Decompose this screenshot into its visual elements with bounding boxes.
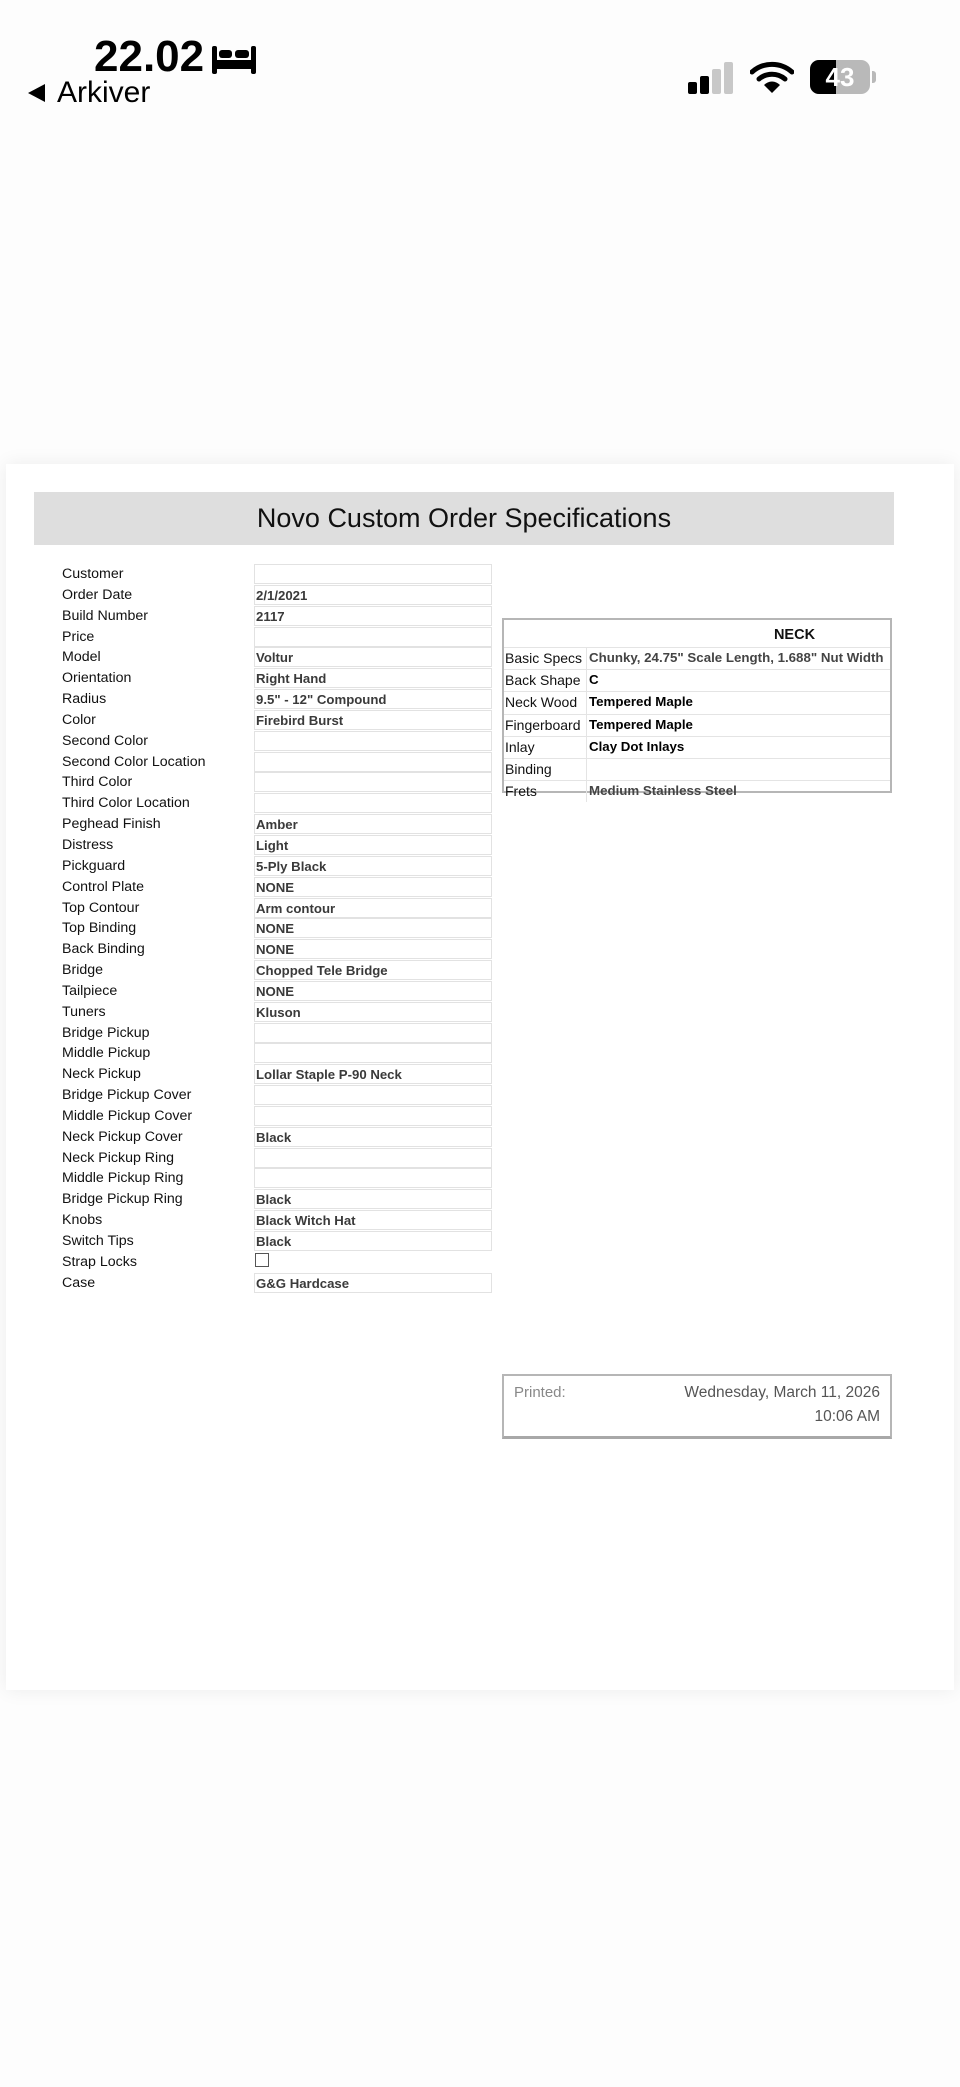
- spec-value: [254, 564, 492, 584]
- spec-value: Light: [254, 835, 492, 855]
- spec-row: [62, 793, 502, 814]
- spec-value: Voltur: [254, 647, 492, 667]
- spec-row: [62, 1127, 502, 1148]
- spec-label: Build Number: [62, 607, 148, 624]
- spec-value: 9.5" - 12" Compound: [254, 689, 492, 709]
- spec-row: [62, 939, 502, 960]
- spec-value: NONE: [254, 918, 492, 938]
- spec-label: Distress: [62, 836, 114, 853]
- neck-label: Inlay: [505, 738, 535, 755]
- spec-value: 2117: [254, 606, 492, 626]
- document-title: Novo Custom Order Specifications: [34, 492, 894, 545]
- spec-label: Middle Pickup: [62, 1045, 151, 1062]
- battery-icon: [810, 60, 870, 94]
- spec-value: Amber: [254, 814, 492, 834]
- spec-row: [62, 1189, 502, 1210]
- spec-value: 2/1/2021: [254, 585, 492, 605]
- spec-value: Kluson: [254, 1002, 492, 1022]
- status-time: 22.02: [94, 32, 205, 81]
- spec-label: Bridge: [62, 962, 104, 979]
- neck-row: [504, 736, 890, 758]
- spec-label: Peghead Finish: [62, 816, 161, 833]
- neck-value: Chunky, 24.75" Scale Length, 1.688" Nut Width: [586, 648, 890, 669]
- spec-label: Case: [62, 1274, 96, 1291]
- spec-value: Chopped Tele Bridge: [254, 960, 492, 980]
- spec-value: Arm contour: [254, 898, 492, 918]
- spec-row: [62, 752, 502, 773]
- spec-label: Pickguard: [62, 857, 126, 874]
- spec-label: Top Contour: [62, 899, 140, 916]
- spec-value: Lollar Staple P-90 Neck: [254, 1064, 492, 1084]
- spec-value: [254, 1023, 492, 1043]
- spec-label: Radius: [62, 691, 107, 708]
- spec-label: Neck Pickup: [62, 1066, 141, 1083]
- spec-row: [62, 627, 502, 648]
- spec-value: [254, 1043, 492, 1063]
- spec-row: [62, 710, 502, 731]
- spec-label: Price: [62, 628, 95, 645]
- spec-row: [62, 1085, 502, 1106]
- neck-label: Frets: [505, 783, 537, 800]
- neck-value: [586, 759, 890, 780]
- spec-value: Black: [254, 1231, 492, 1251]
- spec-row: [62, 877, 502, 898]
- spec-label: Bridge Pickup: [62, 1024, 150, 1041]
- spec-row: [62, 1023, 502, 1044]
- spec-row: [62, 835, 502, 856]
- spec-value: [254, 1106, 492, 1126]
- printed-label: Printed:: [514, 1384, 566, 1401]
- spec-row: [62, 1231, 502, 1252]
- spec-label: Order Date: [62, 586, 133, 603]
- spec-label: Tailpiece: [62, 982, 118, 999]
- spec-label: Bridge Pickup Cover: [62, 1087, 192, 1104]
- back-button[interactable]: [28, 76, 150, 110]
- spec-label: Neck Pickup Ring: [62, 1149, 174, 1166]
- spec-value: Black Witch Hat: [254, 1210, 492, 1230]
- back-label: Arkiver: [57, 76, 151, 109]
- spec-row: [62, 1210, 502, 1231]
- printed-date: Wednesday, March 11, 2026: [684, 1384, 880, 1401]
- spec-value: NONE: [254, 939, 492, 959]
- spec-row: [62, 960, 502, 981]
- neck-label: Fingerboard: [505, 716, 581, 733]
- neck-row: [504, 714, 890, 736]
- neck-row: [504, 647, 890, 669]
- spec-value: [254, 793, 492, 813]
- spec-label: Bridge Pickup Ring: [62, 1191, 183, 1208]
- battery-indicator: [810, 60, 876, 94]
- spec-value: Right Hand: [254, 668, 492, 688]
- spec-row: [62, 1043, 502, 1064]
- neck-row: [504, 758, 890, 780]
- spec-label: Neck Pickup Cover: [62, 1128, 183, 1145]
- neck-value: C: [586, 670, 890, 691]
- spec-value: [254, 752, 492, 772]
- neck-label: Basic Specs: [505, 650, 583, 666]
- neck-value: Clay Dot Inlays: [586, 737, 890, 758]
- spec-value: [254, 1168, 492, 1188]
- spec-label: Strap Locks: [62, 1253, 137, 1270]
- spec-label: Third Color: [62, 774, 133, 791]
- spec-row: [62, 981, 502, 1002]
- spec-row: [62, 1002, 502, 1023]
- spec-label: Control Plate: [62, 878, 145, 895]
- printed-time: 10:06 AM: [814, 1408, 880, 1425]
- spec-list: [62, 564, 502, 1294]
- spec-label: Second Color: [62, 732, 148, 749]
- neck-value: Medium Stainless Steel: [586, 781, 890, 802]
- spec-label: Middle Pickup Cover: [62, 1107, 193, 1124]
- neck-rows: [504, 647, 890, 802]
- spec-label: Top Binding: [62, 920, 137, 937]
- spec-row: [62, 647, 502, 668]
- spec-row: [62, 564, 502, 585]
- spec-value: Firebird Burst: [254, 710, 492, 730]
- spec-row: [62, 1106, 502, 1127]
- neck-row: [504, 691, 890, 713]
- spec-row: [62, 856, 502, 877]
- spec-row: [62, 1148, 502, 1169]
- neck-value: Tempered Maple: [586, 715, 890, 736]
- spec-label: Back Binding: [62, 941, 145, 958]
- spec-value: [254, 1148, 492, 1168]
- spec-label: Color: [62, 711, 96, 728]
- sleep-focus-icon: [212, 44, 256, 76]
- back-arrow-icon: [28, 84, 45, 102]
- neck-title: NECK: [773, 627, 816, 643]
- spec-row: [62, 772, 502, 793]
- spec-row: [62, 1252, 502, 1273]
- spec-value: [254, 1085, 492, 1105]
- neck-label: Binding: [505, 760, 552, 777]
- spec-label: Second Color Location: [62, 753, 206, 770]
- status-bar: [0, 0, 960, 120]
- spec-row: [62, 1064, 502, 1085]
- spec-value: NONE: [254, 981, 492, 1001]
- spec-row: [62, 606, 502, 627]
- spec-label: Switch Tips: [62, 1233, 134, 1249]
- neck-row: [504, 780, 890, 802]
- spec-row: [62, 668, 502, 689]
- spec-label: Knobs: [62, 1212, 103, 1229]
- spec-row: [62, 585, 502, 606]
- spec-row: [62, 689, 502, 710]
- spec-value: Black: [254, 1127, 492, 1147]
- battery-percent: 43: [825, 62, 855, 92]
- neck-label: Neck Wood: [505, 694, 578, 711]
- spec-row: [62, 898, 502, 919]
- spec-value: [254, 731, 492, 751]
- spec-row: [62, 918, 502, 939]
- neck-row: [504, 669, 890, 691]
- spec-value: G&G Hardcase: [254, 1273, 492, 1293]
- spec-value: [254, 772, 492, 792]
- spec-value: 5-Ply Black: [254, 856, 492, 876]
- spec-label: Customer: [62, 566, 124, 582]
- spec-row: [62, 814, 502, 835]
- printed-box: [502, 1374, 892, 1439]
- spec-value: Black: [254, 1189, 492, 1209]
- spec-label: Third Color Location: [62, 795, 190, 812]
- spec-value: [254, 627, 492, 647]
- strap-locks-checkbox[interactable]: [255, 1253, 269, 1267]
- spec-row: [62, 731, 502, 752]
- neck-table: [502, 618, 892, 800]
- spec-label: Tuners: [62, 1003, 106, 1020]
- wifi-icon: [750, 60, 794, 94]
- spec-row: [62, 1273, 502, 1294]
- spec-label: Middle Pickup Ring: [62, 1170, 184, 1187]
- cellular-signal-icon: [688, 62, 736, 94]
- spec-label: Orientation: [62, 670, 132, 687]
- spec-label: Model: [62, 649, 101, 666]
- neck-value: Tempered Maple: [586, 692, 890, 713]
- neck-label: Back Shape: [505, 672, 581, 689]
- spec-row: [62, 1168, 502, 1189]
- document-page: [6, 464, 954, 1690]
- spec-value: NONE: [254, 877, 492, 897]
